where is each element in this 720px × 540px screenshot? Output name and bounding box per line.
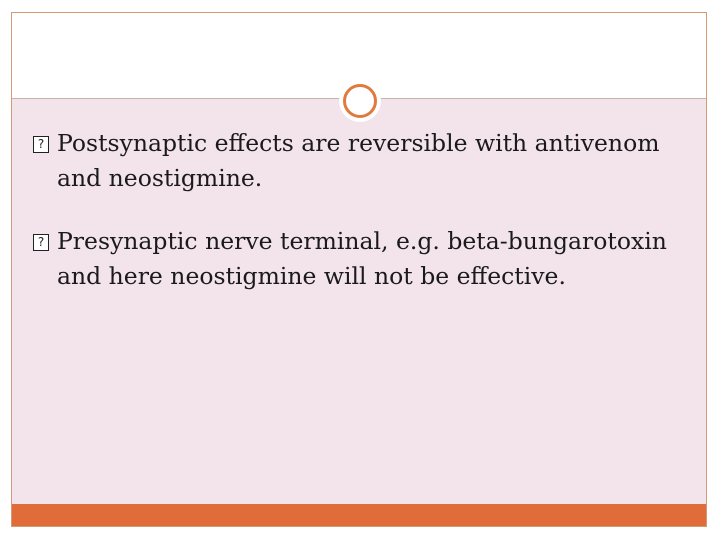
circle-ornament-icon — [339, 80, 381, 122]
bullet-text: Postsynaptic effects are reversible with antivenom and neostigmine. — [57, 129, 660, 192]
missing-glyph-bullet-icon — [33, 136, 49, 153]
bullet-list — [32, 126, 692, 322]
missing-glyph-bullet-icon — [33, 234, 49, 251]
bullet-item — [32, 126, 692, 196]
bullet-item — [32, 224, 692, 294]
bullet-text: Presynaptic nerve terminal, e.g. beta-bungarotoxin and here neostigmine will not be effective. — [57, 227, 667, 290]
bottom-accent-bar — [12, 504, 706, 526]
